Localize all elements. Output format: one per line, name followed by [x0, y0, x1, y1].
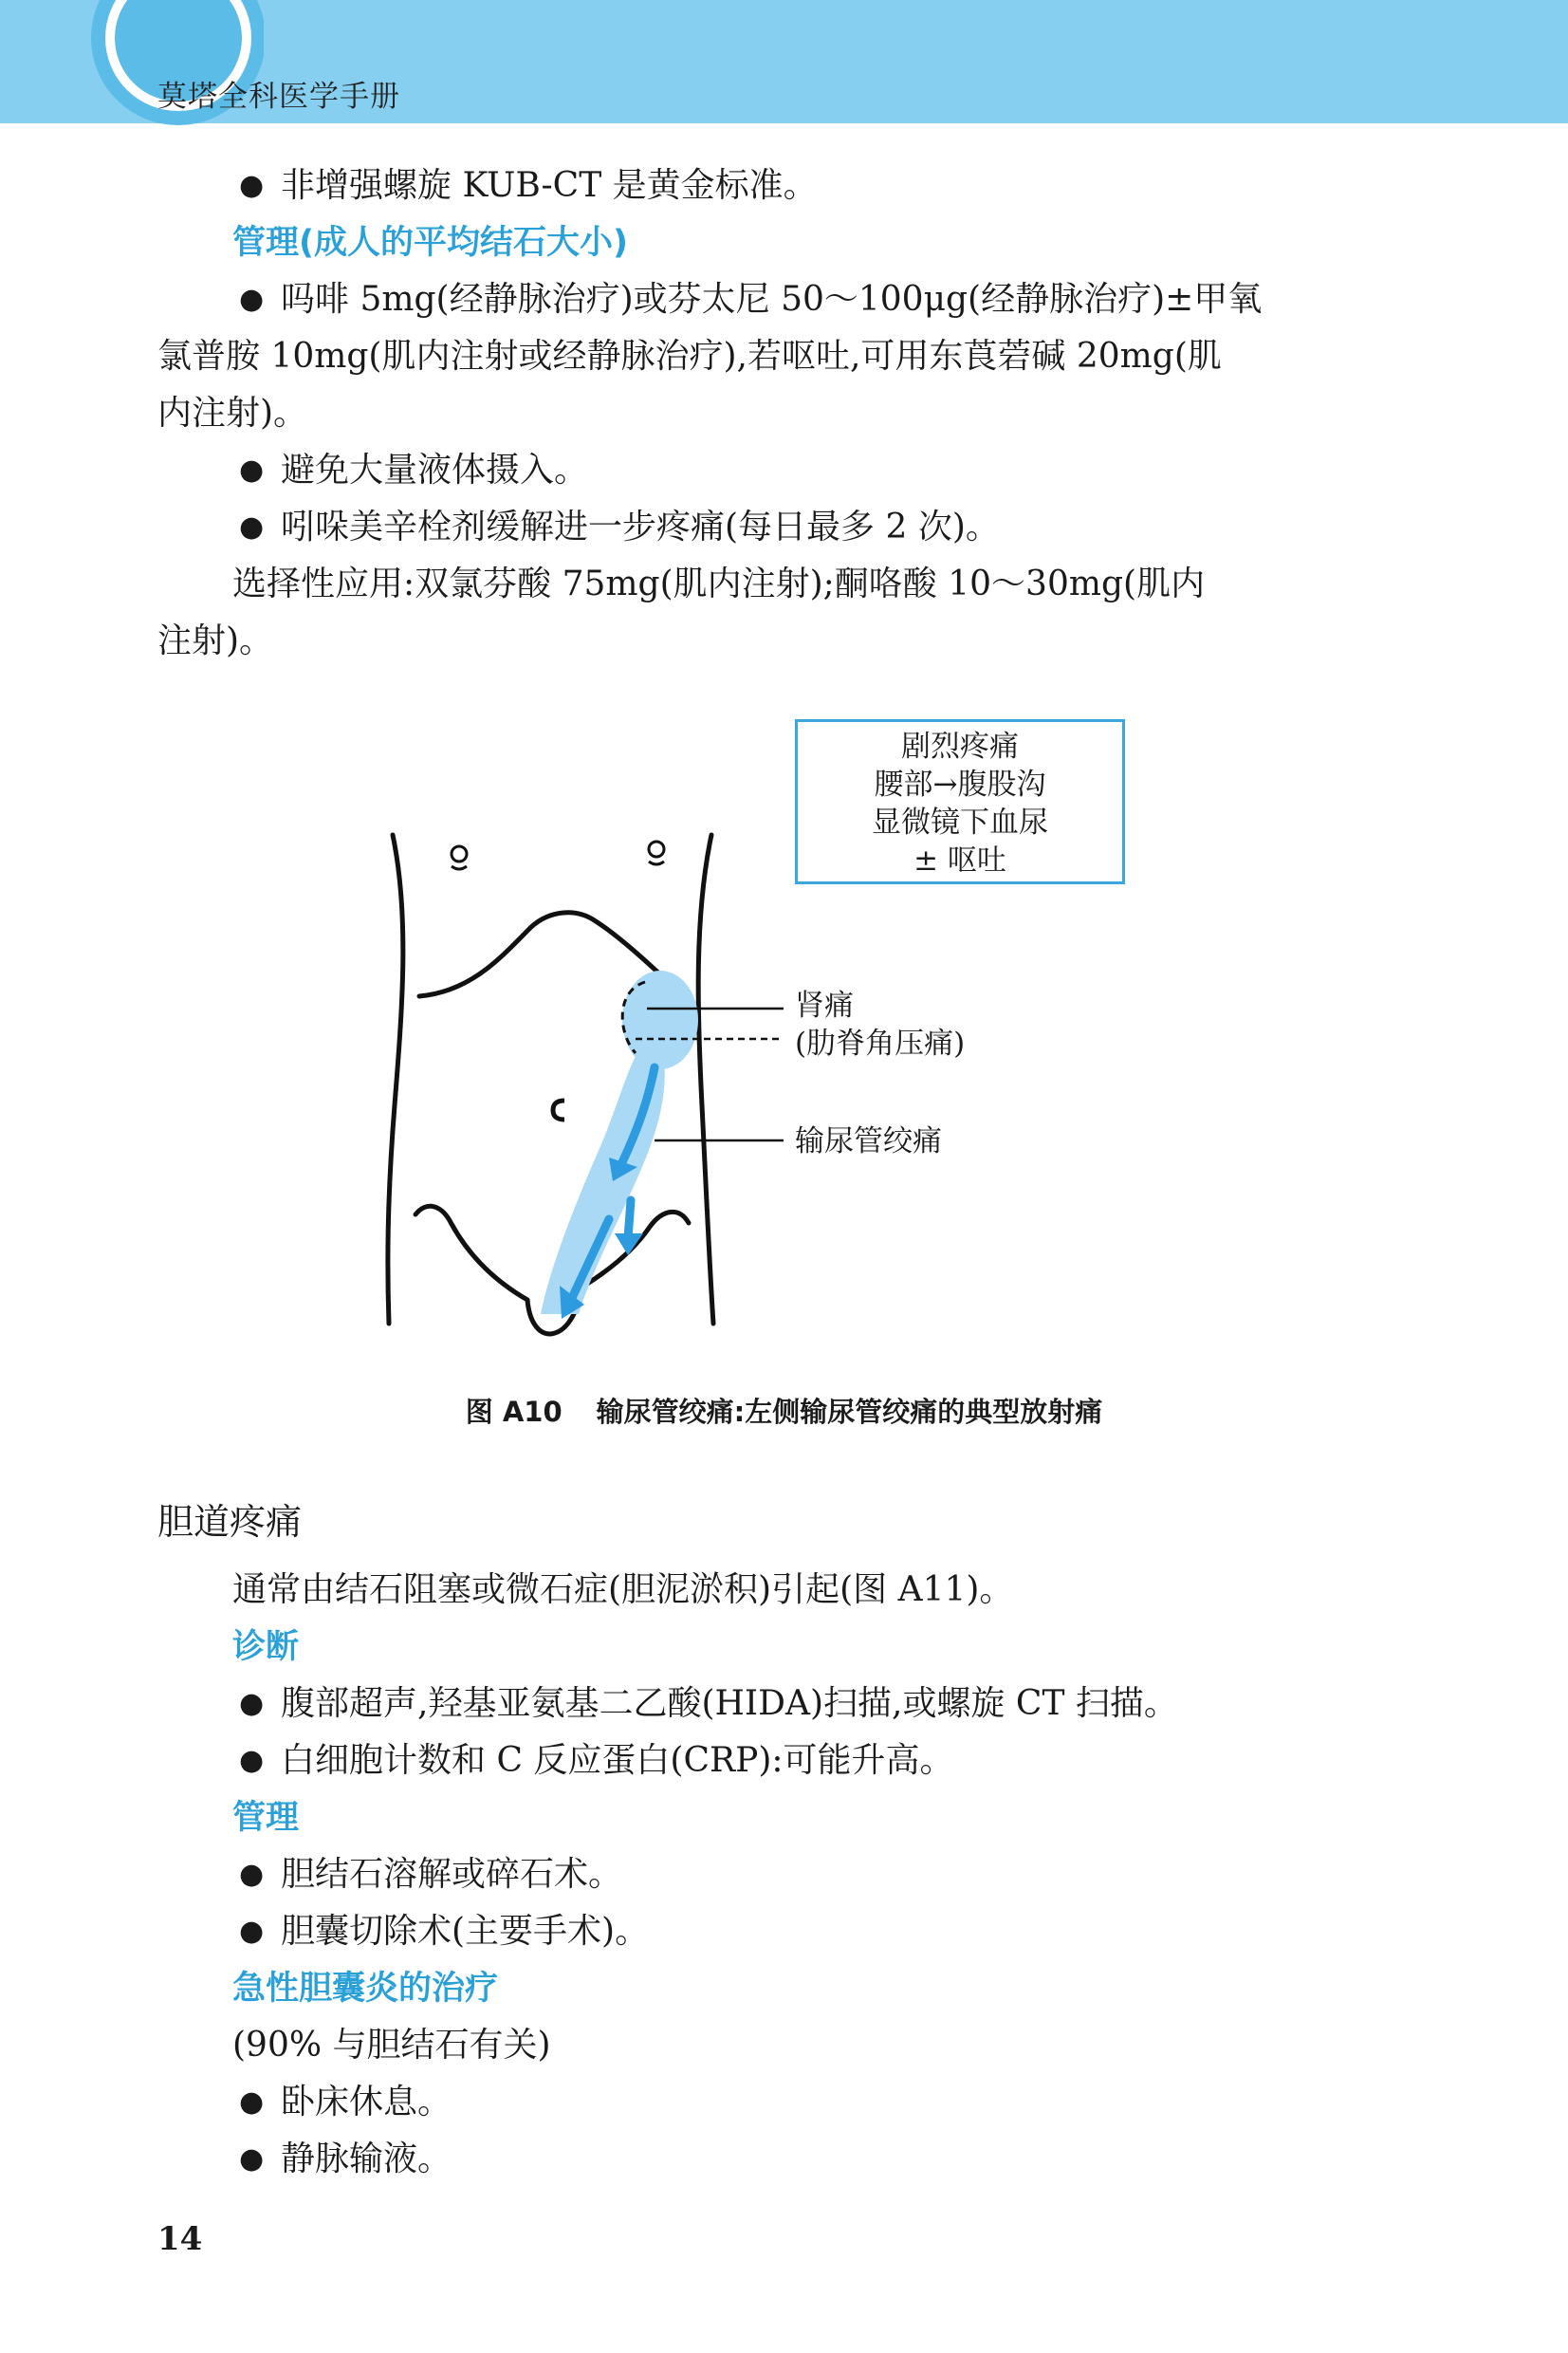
list-item: [239, 499, 1000, 556]
book-title: 莫塔全科医学手册: [157, 80, 400, 114]
torso-left-edge: [388, 835, 403, 1324]
navel: [553, 1101, 564, 1120]
paragraph-line: 通常由结石阻塞或微石症(胆泥淤积)引起(图 A11)。: [232, 1570, 1014, 1609]
left-groin: [415, 1206, 527, 1300]
list-item: [239, 1732, 954, 1789]
renal-pain-sublabel: (肋脊角压痛): [795, 1027, 966, 1061]
list-item: [239, 157, 818, 214]
bullet-text: 静脉输液。: [281, 2140, 452, 2178]
figure-caption: [0, 1391, 1568, 1430]
caption-text: 输尿管绞痛:左侧输尿管绞痛的典型放射痛: [596, 1396, 1103, 1428]
bullet-text: 白细胞计数和 C 反应蛋白(CRP):可能升高。: [281, 1741, 954, 1780]
nipple-icons: [452, 842, 664, 869]
diagnosis-heading: 诊断: [232, 1628, 300, 1666]
paragraph-line: 选择性应用:双氯芬酸 75mg(肌内注射);酮咯酸 10～30mg(肌内: [232, 565, 1206, 603]
bullet-icon: ●: [239, 2085, 265, 2119]
ureteric-colic-label: 输尿管绞痛: [795, 1124, 942, 1158]
list-item: [239, 2074, 452, 2131]
bullet-icon: ●: [239, 454, 265, 487]
bullet-icon: ●: [239, 2142, 265, 2176]
symptom-line: ± 呕吐: [913, 843, 1006, 878]
bullet-text: 胆结石溶解或碎石术。: [281, 1855, 623, 1894]
bullet-icon: ●: [239, 1858, 265, 1891]
list-item: [239, 2131, 452, 2188]
bullet-text: 吗啡 5mg(经静脉治疗)或芬太尼 50～100μg(经静脉治疗)±甲氧: [281, 280, 1263, 319]
symptom-line: 剧烈疼痛: [901, 730, 1019, 764]
bullet-icon: ●: [239, 1687, 265, 1720]
management-heading: 管理(成人的平均结石大小): [232, 224, 628, 262]
bullet-text: 卧床休息。: [281, 2083, 452, 2121]
list-item: [239, 271, 1263, 328]
list-item: [239, 1846, 623, 1903]
bullet-text: 非增强螺旋 KUB-CT 是黄金标准。: [281, 166, 818, 205]
paragraph-line: 内注射)。: [157, 394, 308, 433]
bullet-text: 吲哚美辛栓剂缓解进一步疼痛(每日最多 2 次)。: [281, 508, 1000, 547]
torso-right-edge: [698, 835, 713, 1324]
section-title: 胆道疼痛: [157, 1501, 303, 1543]
paragraph-line: 注射)。: [157, 621, 274, 660]
symptom-line: 腰部→腹股沟: [874, 768, 1046, 802]
bullet-text: 避免大量液体摄入。: [281, 451, 589, 490]
bullet-text: 腹部超声,羟基亚氨基二乙酸(HIDA)扫描,或螺旋 CT 扫描。: [281, 1684, 1178, 1723]
list-item: [239, 442, 589, 499]
bullet-text: 胆囊切除术(主要手术)。: [281, 1912, 650, 1951]
management-heading: 管理: [232, 1799, 300, 1837]
bullet-icon: ●: [239, 169, 265, 202]
bullet-icon: ●: [239, 510, 265, 544]
page-number: 14: [157, 2220, 203, 2258]
page-header: [0, 0, 1568, 123]
paragraph-line: (90% 与胆结石有关): [232, 2026, 551, 2065]
list-item: [239, 1676, 1178, 1732]
bullet-icon: ●: [239, 1744, 265, 1777]
torso-diagram: [360, 707, 1081, 1352]
bullet-icon: ●: [239, 1915, 265, 1948]
paragraph-line: 氯普胺 10mg(肌内注射或经静脉治疗),若呕吐,可用东莨菪碱 20mg(肌: [157, 337, 1222, 376]
symptom-line: 显微镜下血尿: [872, 806, 1048, 840]
caption-number: 图 A10: [465, 1396, 563, 1428]
renal-pain-label: 肾痛: [795, 989, 854, 1023]
list-item: [239, 1903, 650, 1960]
bullet-icon: ●: [239, 283, 265, 316]
acute-cholecystitis-heading: 急性胆囊炎的治疗: [232, 1970, 499, 2008]
